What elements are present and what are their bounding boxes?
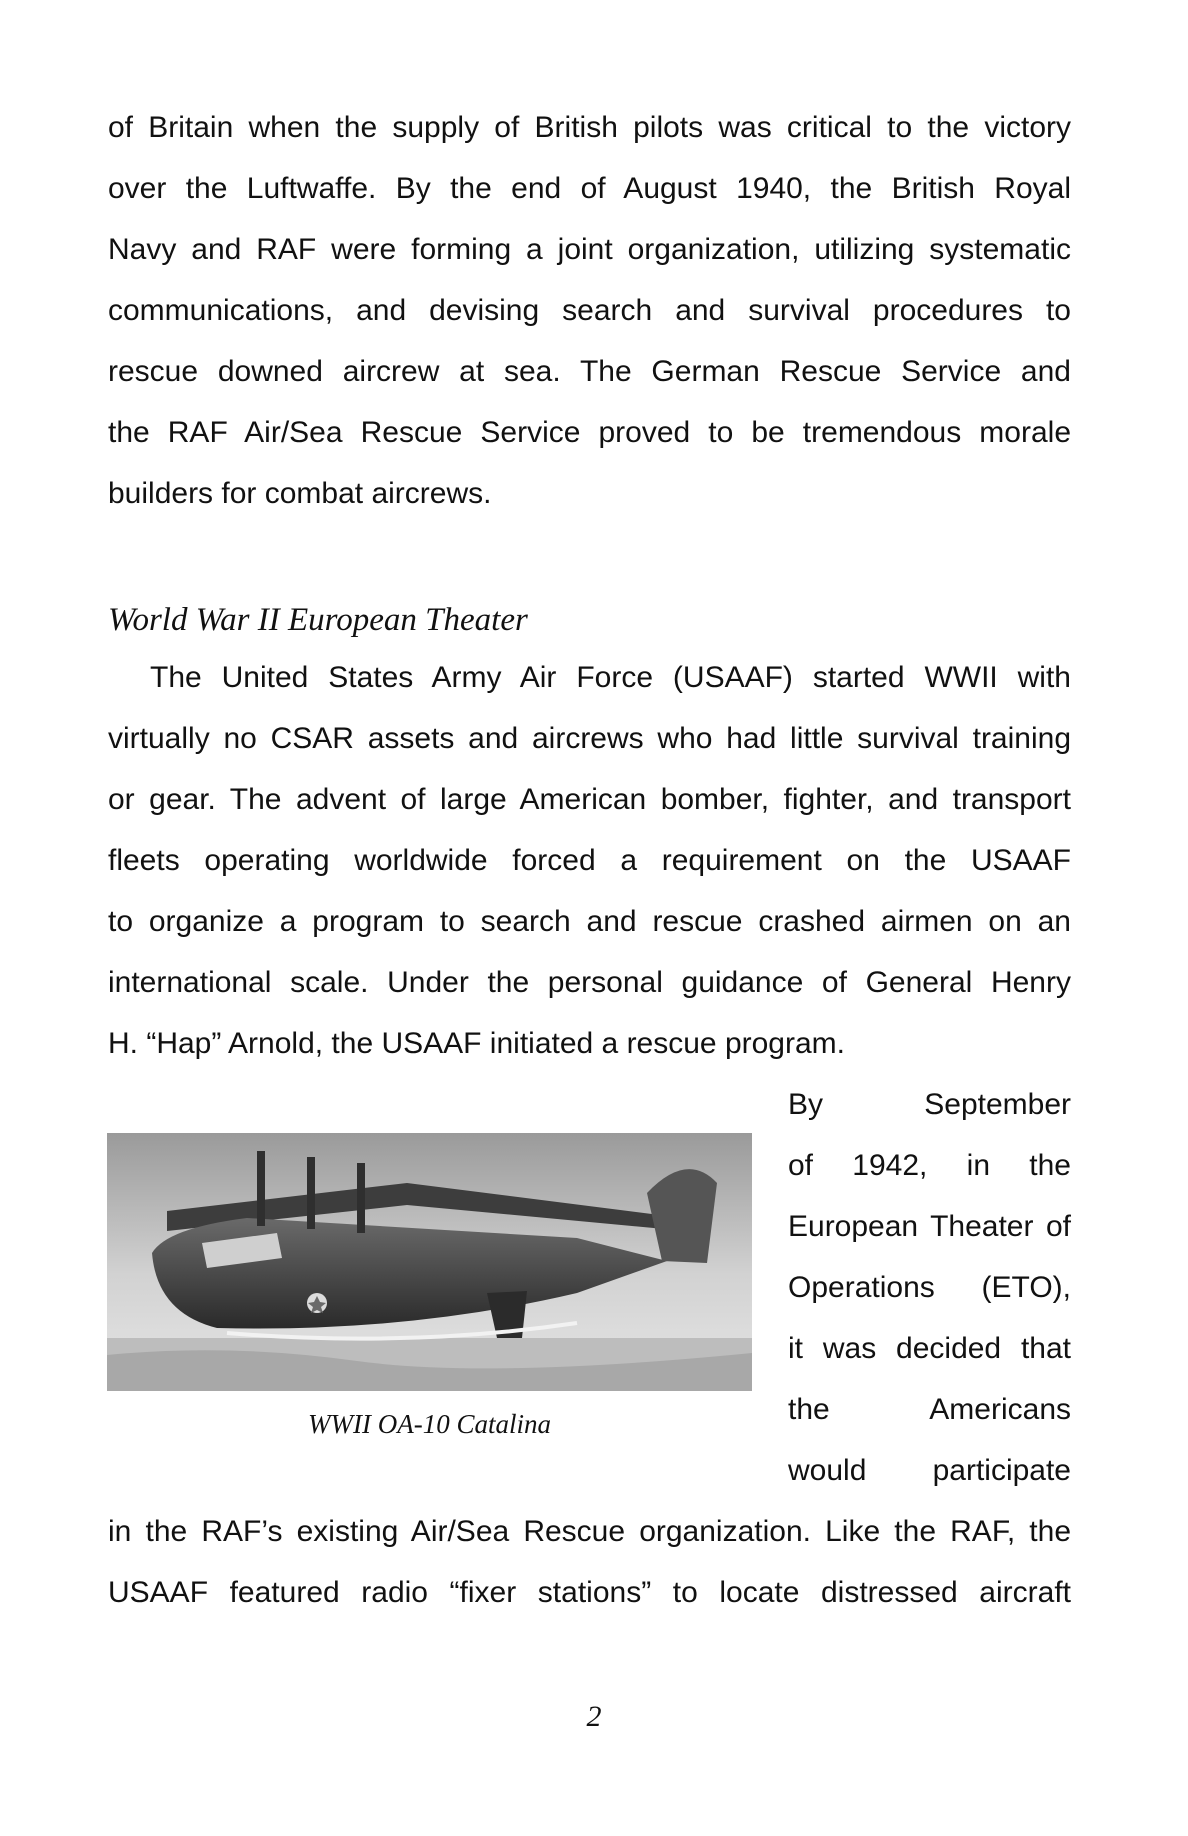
body-text-line: Operations (ETO), [788, 1271, 1071, 1304]
body-text-line: fleets operating worldwide forced a requirement on the USAAF [108, 844, 1071, 877]
body-text-line: communications, and devising search and survival procedures to [108, 294, 1071, 327]
body-text-line: By September [788, 1088, 1071, 1121]
body-text-line: of 1942, in the [788, 1149, 1071, 1182]
body-text-line: the Americans [788, 1393, 1071, 1426]
body-text-line: in the RAF’s existing Air/Sea Rescue organization. Like the RAF, the [108, 1515, 1071, 1548]
body-text-line: virtually no CSAR assets and aircrews who had little survival training [108, 722, 1071, 755]
body-text-line: of Britain when the supply of British pilots was critical to the victory [108, 111, 1071, 144]
figure-caption: WWII OA-10 Catalina [308, 1409, 551, 1439]
body-text-line: over the Luftwaffe. By the end of August 1940, the British Royal [108, 172, 1071, 205]
body-text-line: H. “Hap” Arnold, the USAAF initiated a rescue program. [108, 1027, 845, 1060]
body-text-line: The United States Army Air Force (USAAF) started WWII with [150, 661, 1071, 694]
body-text-line: European Theater of [788, 1210, 1071, 1243]
body-text-line: would participate [788, 1454, 1071, 1487]
body-text-line: USAAF featured radio “fixer stations” to locate distressed aircraft [108, 1576, 1071, 1609]
body-text-line: Navy and RAF were forming a joint organization, utilizing systematic [108, 233, 1071, 266]
body-text-line: or gear. The advent of large American bomber, fighter, and transport [108, 783, 1071, 816]
body-text-line: rescue downed aircrew at sea. The German Rescue Service and [108, 355, 1071, 388]
catalina-photo [107, 1133, 752, 1391]
body-text-line: it was decided that [788, 1332, 1071, 1365]
body-text-line: to organize a program to search and rescue crashed airmen on an [108, 905, 1071, 938]
section-heading: World War II European Theater [108, 602, 528, 638]
page-number: 2 [586, 1700, 602, 1733]
body-text-line: the RAF Air/Sea Rescue Service proved to be tremendous morale [108, 416, 1071, 449]
body-text-line: builders for combat aircrews. [108, 477, 492, 510]
body-text-line: international scale. Under the personal guidance of General Henry [108, 966, 1071, 999]
